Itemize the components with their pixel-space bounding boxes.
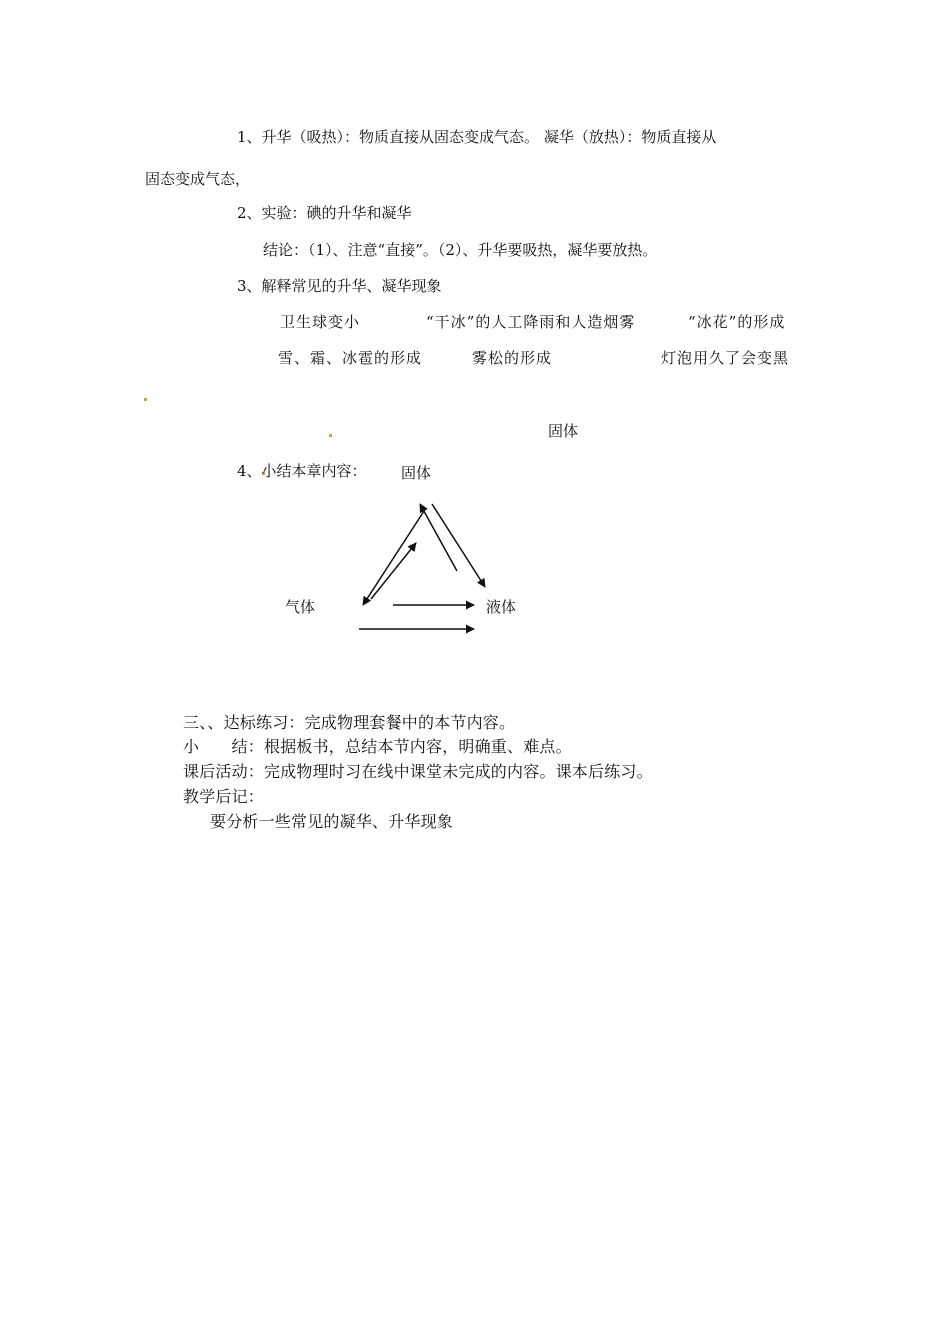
after-class-line: 课后活动：完成物理时习在线中课堂未完成的内容。课本后练习。 (183, 762, 653, 781)
example-ice-flower: “冰花”的形成 (688, 313, 786, 331)
diagram-solid-label: 固体 (401, 464, 432, 482)
point-1-line-1: 1、升华（吸热）：物质直接从固态变成气态。 凝华（放热）：物质直接从 (237, 128, 717, 146)
example-mothball: 卫生球变小 (280, 313, 361, 331)
point-4-title: 4、小结本章内容： (237, 462, 367, 480)
practice-line: 三、、达标练习：完成物理套餐中的本节内容。 (183, 713, 516, 732)
example-snow-frost-hail: 雪、霜、冰雹的形成 (278, 349, 423, 367)
point-1-line-2: 固态变成气态， (145, 170, 251, 188)
diagram-liquid-label: 液体 (486, 598, 517, 616)
example-bulb-blackening: 灯泡用久了会变黑 (661, 349, 790, 367)
point-3-title: 3、解释常见的升华、凝华现象 (237, 277, 442, 295)
point-2-title: 2、实验：碘的升华和凝华 (237, 204, 412, 222)
example-dry-ice: “干冰”的人工降雨和人造烟雾 (426, 313, 636, 331)
point-2-conclusion: 结论：（1）、注意“直接”。（2）、升华要吸热，凝华要放热。 (263, 241, 658, 259)
example-rime: 雾松的形成 (472, 349, 553, 367)
reflection-text: 要分析一些常见的凝华、升华现象 (210, 812, 454, 831)
arrow-gas-to-solid (371, 543, 416, 599)
diagram-gas-label: 气体 (285, 598, 316, 616)
summary-line: 小 结：根据板书，总结本节内容，明确重、难点。 (183, 737, 572, 756)
stray-solid-label: 固体 (548, 422, 579, 440)
arrow-solid-to-liquid (432, 504, 485, 587)
arrow-solid-to-gas (363, 508, 426, 605)
reflection-title: 教学后记： (183, 787, 265, 806)
